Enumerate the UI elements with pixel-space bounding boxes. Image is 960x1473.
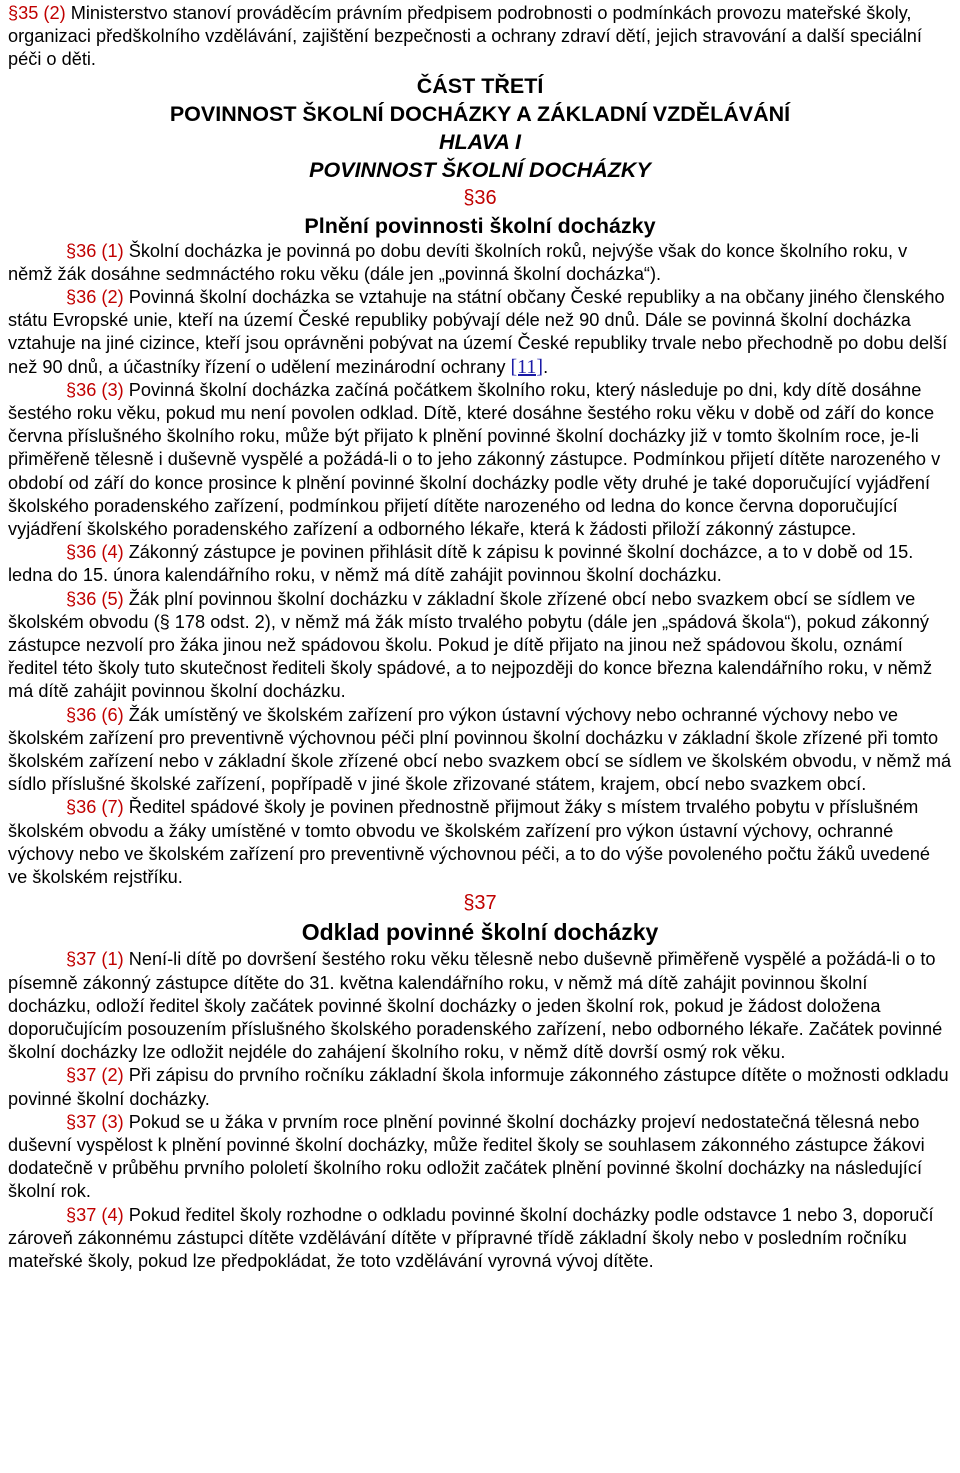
section-ref[interactable]: §36 (4) [66,542,124,563]
section-ref[interactable]: §36 (6) [66,704,124,725]
section-37-title: Odklad povinné školní docházky [301,919,659,946]
section-ref[interactable]: §37 (3) [66,1111,124,1132]
section-ref[interactable]: §36 (3) [66,379,124,400]
section-36-title: Plnění povinnosti školní docházky [304,213,656,238]
section-ref[interactable]: §36 (5) [66,588,124,609]
paragraph-text: Povinná školní docházka začíná počátkem školního roku, který následuje po dni, kdy dítě dosáhne šestého roku věku, pokud mu není povolen odklad. Dítě, které dosáhne šestého roku věku v době od září do konce června příslušného školního roku, může být přijato k plnění povinné školní docházky již v tomto školním roce, je-li přiměřeně tělesně i duševně vyspělé a požádá-li o to jeho zákonný zástupce. Podmínkou přijetí dítěte narozeného v období od září do konce prosince k plnění povinné školní docházky podle věty druhé je také doporučující vyjádření školského poradenského zařízení, podmínkou přijetí dítěte narozeného od ledna do konce června doporučující vyjádření školského poradenského zařízení a odborného lékaře, která k žádosti přiloží zákonný zástupce. [8,379,941,540]
section-ref[interactable]: §36 (7) [66,797,124,818]
chapter-heading: HLAVA I [438,129,521,154]
paragraph-36-6 [8,704,952,797]
paragraph-text: Povinná školní docházka se vztahuje na státní občany České republiky a na občany jiného členského státu Evropské unie, kteří na území České republiky pobývají déle než 90 dnů. Dále se povinná školní docházka vztahuje na jiné cizince, kteří jsou oprávněni pobývat na území České republiky trvale nebo přechodně po dobu delší než 90 dnů, a účastníky řízení o udělení mezinárodní ochrany [8,287,948,377]
section-ref[interactable]: §37 (4) [66,1204,124,1225]
paragraph-text: Pokud se u žáka v prvním roce plnění povinné školní docházky projeví nedostatečná tělesná nebo duševní vyspělost k plnění povinné školní docházky, může ředitel školy se souhlasem zákonného zástupce žákovi dodatečně v průběhu prvního pololetí školního roku odložit začátek plnění povinné školní docházky na následující školní rok. [8,1111,925,1202]
paragraph-37-1 [8,948,952,1064]
paragraph-35-2 [8,2,952,72]
paragraph-text: Ředitel spádové školy je povinen přednostně přijmout žáky s místem trvalého pobytu v příslušném školském obvodu a žáky umístěné v tomto obvodu ve školském zařízení pro výkon ústavní výchovy, ochranné výchovy nebo ve školském zařízení pro preventivně výchovnou péči, a to do výše povoleného počtu žáků uvedené ve školském rejstříku. [8,797,931,888]
paragraph-36-4 [8,541,952,587]
footnote-link[interactable]: [11] [510,355,544,378]
section-ref[interactable]: §37 (2) [66,1065,124,1086]
chapter-title: POVINNOST ŠKOLNÍ DOCHÁZKY [309,157,651,182]
paragraph-37-4 [8,1204,952,1274]
section-37-number[interactable]: §37 [463,892,497,915]
paragraph-text: Zákonný zástupce je povinen přihlásit dítě k zápisu k povinné školní docházce, a to v době od 15. ledna do 15. února kalendářního roku, v němž má dítě zahájit povinnou školní docházku. [8,542,914,586]
paragraph-36-3 [8,379,952,541]
section-ref[interactable]: §35 (2) [8,3,66,23]
paragraph-37-2 [8,1064,952,1110]
paragraph-text: Není-li dítě po dovršení šestého roku věku tělesně nebo duševně přiměřeně vyspělé a požádá-li o to písemně zákonný zástupce dítěte do 31. května kalendářního roku, v němž má dítě zahájit povinnou školní docházku, odloží ředitel školy začátek povinné školní docházky o jeden školní rok, pokud je žádost doložena doporučujícím posouzením příslušného školského poradenského zařízení, nebo odborného lékaře. Začátek povinné školní docházky lze odložit nejdéle do zahájení školního roku, v němž dítě dovrší osmý rok věku. [8,949,943,1063]
section-ref[interactable]: §37 (1) [66,949,124,970]
paragraph-text: Ministerstvo stanoví prováděcím právním předpisem podrobnosti o podmínkách provozu mateřské školy, organizaci předškolního vzdělávání, zajištění bezpečnosti a ochrany zdraví dětí, jejich stravování a další speciální péči o děti. [8,3,922,70]
paragraph-text: Školní docházka je povinná po dobu devíti školních roků, nejvýše však do konce školního roku, v němž žák dosáhne sedmnáctého roku věku (dále jen „povinná školní docházka“). [8,240,908,284]
paragraph-36-7 [8,796,952,889]
paragraph-text: Žák umístěný ve školském zařízení pro výkon ústavní výchovy nebo ochranné výchovy nebo ve školském zařízení pro preventivně výchovnou péči plní povinnou školní docházku v základní škole zřízené při tomto školském zařízení nebo v základní škole zřízené obcí nebo svazkem obcí se sídlem ve školském obvodu, v němž má sídlo příslušné školské zařízení, popřípadě v jiné škole zřizované státem, krajem, obcí nebo svazkem obcí. [8,704,952,795]
paragraph-37-3 [8,1111,952,1204]
paragraph-36-1 [8,240,952,286]
part-title: POVINNOST ŠKOLNÍ DOCHÁZKY A ZÁKLADNÍ VZDĚLÁVÁNÍ [169,101,791,126]
paragraph-text-end: . [543,356,549,377]
part-heading: ČÁST TŘETÍ [416,73,544,98]
paragraph-text: Žák plní povinnou školní docházku v základní škole zřízené obcí nebo svazkem obcí se sídlem ve školském obvodu (§ 178 odst. 2), v němž má žák místo trvalého pobytu (dále jen „spádová škola“), pokud zákonný zástupce nezvolí pro žáka jinou než spádovou školu. Pokud je dítě přijato na jinou než spádovou školu, oznámí ředitel této školy tuto skutečnost řediteli školy spádové, a to nejpozději do konce března kalendářního roku, v němž má dítě zahájit povinnou školní docházku. [8,588,933,702]
section-36-number[interactable]: §36 [463,186,497,209]
paragraph-36-2 [8,286,952,379]
paragraph-text: Při zápisu do prvního ročníku základní škola informuje zákonného zástupce dítěte o možnosti odkladu povinné školní docházky. [8,1065,949,1109]
paragraph-36-5 [8,588,952,704]
section-ref[interactable]: §36 (2) [66,287,124,308]
section-ref[interactable]: §36 (1) [66,240,124,261]
paragraph-text: Pokud ředitel školy rozhodne o odkladu povinné školní docházky podle odstavce 1 nebo 3, doporučí zároveň zákonnému zástupci dítěte vzdělávání dítěte v přípravné třídě základní školy nebo v posledním ročníku mateřské školy, pokud lze předpokládat, že toto vzdělávání vyrovná vývoj dítěte. [8,1204,934,1271]
